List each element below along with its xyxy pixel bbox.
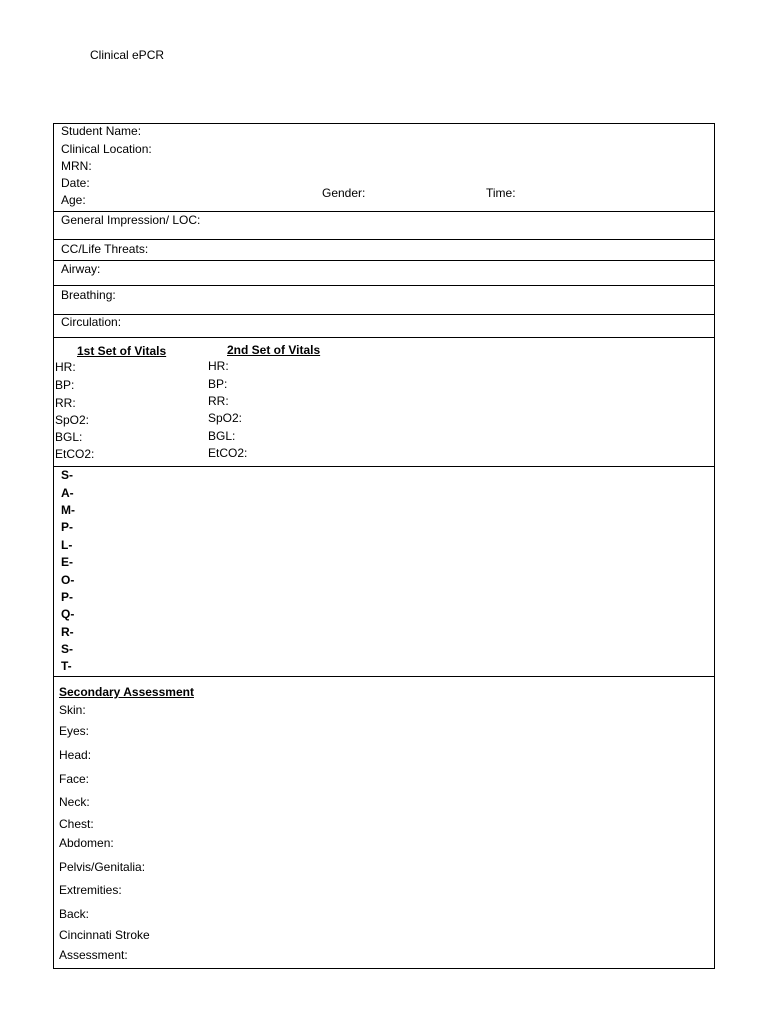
face-label: Face: bbox=[59, 772, 90, 786]
general-impression-label: General Impression/ LOC: bbox=[61, 213, 201, 227]
vitals-set2-bp: BP: bbox=[208, 377, 228, 391]
vitals-set2-spo2: SpO2: bbox=[208, 411, 243, 425]
neck-label: Neck: bbox=[59, 795, 90, 809]
back-label: Back: bbox=[59, 907, 90, 921]
mnemonic-item: A- bbox=[61, 486, 74, 500]
vitals-set2-rr: RR: bbox=[208, 394, 229, 408]
divider bbox=[53, 239, 715, 240]
vitals-set1-rr: RR: bbox=[55, 396, 76, 410]
skin-label: Skin: bbox=[59, 703, 86, 717]
mnemonic-item: E- bbox=[61, 555, 73, 569]
mnemonic-item: M- bbox=[61, 503, 75, 517]
time-label: Time: bbox=[486, 186, 516, 200]
chest-label: Chest: bbox=[59, 817, 94, 831]
mnemonic-item: L- bbox=[61, 538, 73, 552]
mnemonic-item: P- bbox=[61, 590, 73, 604]
pelvis-genitalia-label: Pelvis/Genitalia: bbox=[59, 860, 146, 874]
abdomen-label: Abdomen: bbox=[59, 836, 114, 850]
cincinnati-stroke-label: Cincinnati Stroke bbox=[59, 928, 150, 942]
gender-label: Gender: bbox=[322, 186, 366, 200]
vitals-set2-bgl: BGL: bbox=[208, 429, 236, 443]
vitals-set2-title: 2nd Set of Vitals bbox=[227, 343, 321, 357]
eyes-label: Eyes: bbox=[59, 724, 90, 738]
page-title: Clinical ePCR bbox=[90, 48, 165, 62]
cc-life-threats-label: CC/Life Threats: bbox=[61, 242, 149, 256]
mnemonic-item: S- bbox=[61, 642, 73, 656]
divider bbox=[53, 285, 715, 286]
clinical-location-label: Clinical Location: bbox=[61, 142, 152, 156]
age-label: Age: bbox=[61, 193, 86, 207]
head-label: Head: bbox=[59, 748, 92, 762]
extremities-label: Extremities: bbox=[59, 883, 122, 897]
divider bbox=[53, 466, 715, 467]
vitals-set1-bp: BP: bbox=[55, 378, 75, 392]
circulation-label: Circulation: bbox=[61, 315, 122, 329]
mnemonic-item: T- bbox=[61, 659, 72, 673]
mnemonic-item: S- bbox=[61, 468, 73, 482]
divider bbox=[53, 260, 715, 261]
vitals-set2-hr: HR: bbox=[208, 359, 229, 373]
vitals-set2-etco2: EtCO2: bbox=[208, 446, 248, 460]
form-border bbox=[53, 123, 715, 969]
vitals-set1-title: 1st Set of Vitals bbox=[77, 344, 167, 358]
divider bbox=[53, 676, 715, 677]
vitals-set1-hr: HR: bbox=[55, 360, 76, 374]
vitals-set1-bgl: BGL: bbox=[55, 430, 83, 444]
mrn-label: MRN: bbox=[61, 159, 92, 173]
mnemonic-item: R- bbox=[61, 625, 74, 639]
vitals-set1-etco2: EtCO2: bbox=[55, 447, 95, 461]
assessment-label: Assessment: bbox=[59, 948, 128, 962]
secondary-assessment-title: Secondary Assessment bbox=[59, 685, 194, 699]
divider bbox=[53, 314, 715, 315]
mnemonic-item: P- bbox=[61, 520, 73, 534]
airway-label: Airway: bbox=[61, 262, 101, 276]
vitals-set1-spo2: SpO2: bbox=[55, 413, 90, 427]
student-name-label: Student Name: bbox=[61, 124, 142, 138]
date-label: Date: bbox=[61, 176, 90, 190]
mnemonic-item: Q- bbox=[61, 607, 75, 621]
mnemonic-item: O- bbox=[61, 573, 75, 587]
divider bbox=[53, 337, 715, 338]
breathing-label: Breathing: bbox=[61, 288, 116, 302]
